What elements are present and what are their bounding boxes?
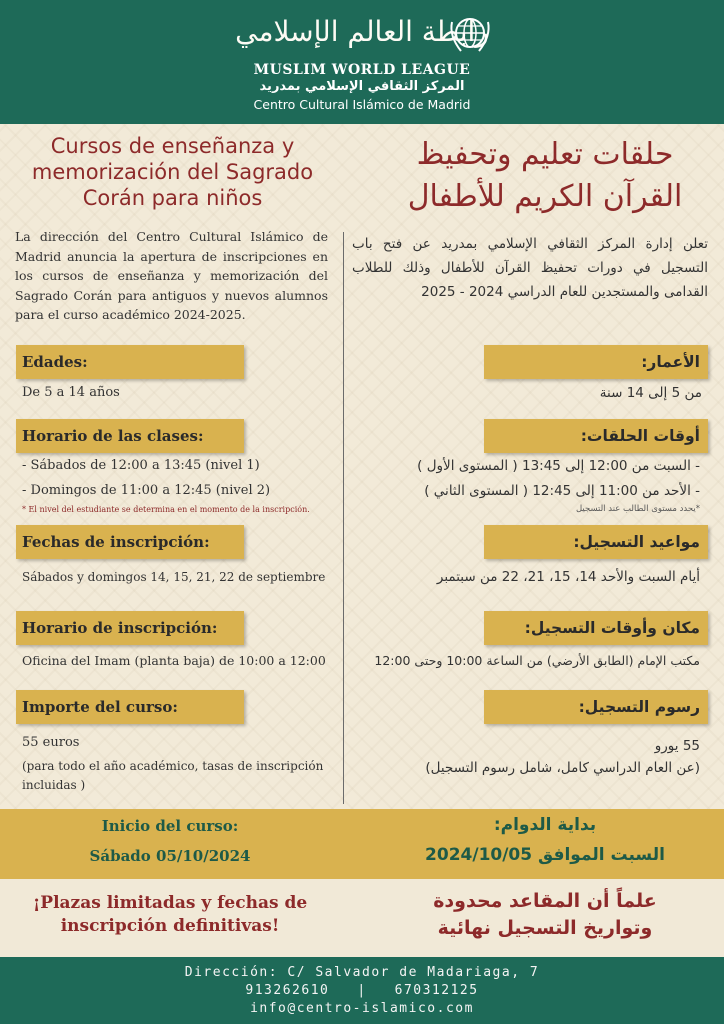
start-label-ar: بداية الدوام: — [493, 815, 597, 835]
title-spanish-line: Cursos de enseñanza y — [50, 134, 295, 158]
fee-value-ar: 55 يورو — [654, 738, 700, 754]
reg-hours-label-es: Horario de inscripción: — [16, 611, 244, 645]
notice-arabic — [385, 888, 705, 942]
intro-spanish: La dirección del Centro Cultural Islámico de Madrid anuncia la apertura de inscripciones en los cursos de enseñanza y memorización del Sagrado Corán para antiguos y nuevos alumnos para el curso académico 2024-2025. — [15, 229, 328, 322]
title-spanish-line: memorización del Sagrado — [31, 160, 314, 184]
notice-arabic-line: وتواريخ التسجيل نهائية — [437, 917, 653, 939]
schedule-label-ar: أوقات الحلقات: — [484, 419, 708, 453]
dates-label-ar: مواعيد التسجيل: — [484, 525, 708, 559]
notice-spanish-line: inscripción definitivas! — [60, 916, 280, 936]
ages-value-es: De 5 a 14 años — [22, 385, 120, 400]
globe-laurel-emblem-icon — [447, 10, 493, 56]
org-name-spanish: Centro Cultural Islámico de Madrid — [253, 97, 471, 112]
footer-address: Dirección: C/ Salvador de Madariaga, 7 — [184, 965, 540, 980]
column-divider — [343, 232, 344, 804]
dates-value-ar: أيام السبت والأحد 14، 15، 21، 22 من سبتمبر — [436, 569, 700, 585]
fee-value-es: 55 euros — [22, 735, 80, 750]
ages-value-ar: من 5 إلى 14 سنة — [599, 385, 702, 401]
footer-phones: 913262610 | 670312125 — [245, 983, 479, 998]
schedule-label-es: Horario de las clases: — [16, 419, 244, 453]
title-arabic-line: القرآن الكريم للأطفال — [407, 179, 683, 214]
schedule-line-ar: - السبت من 12:00 إلى 13:45 ( المستوى الأول ) — [417, 458, 700, 474]
fee-label-ar: رسوم التسجيل: — [484, 690, 708, 724]
title-spanish — [10, 133, 335, 211]
title-spanish-line: Corán para niños — [82, 186, 263, 210]
notice-arabic-line: علماً أن المقاعد محدودة — [433, 890, 657, 912]
schedule-line-es: - Domingos de 11:00 a 12:45 (nivel 2) — [22, 483, 271, 498]
start-date-es: Sábado 05/10/2024 — [89, 847, 251, 865]
start-label-es: Inicio del curso: — [101, 817, 239, 835]
fee-detail-es: (para todo el año académico, tasas de inscripción incluidas ) — [22, 759, 324, 792]
org-name-arabic: المركز الثقافي الإسلامي بمدريد — [259, 79, 465, 94]
schedule-line-ar: - الأحد من 11:00 إلى 12:45 ( المستوى الثاني ) — [424, 483, 700, 499]
notice-spanish — [20, 892, 320, 938]
schedule-note-es: * El nivel del estudiante se determina en el momento de la inscripción. — [22, 505, 310, 514]
start-date-ar: السبت الموافق 2024/10/05 — [425, 845, 665, 865]
schedule-line-es: - Sábados de 12:00 a 13:45 (nivel 1) — [22, 458, 260, 473]
schedule-note-ar: *يحدد مستوى الطالب عند التسجيل — [575, 504, 700, 514]
reg-hours-label-ar: مكان وأوقات التسجيل: — [484, 611, 708, 645]
intro-arabic: تعلن إدارة المركز الثقافي الإسلامي بمدريد عن فتح باب التسجيل في دورات تحفيظ القرآن للأطفال وذلك للطلاب القدامى والمستجدين للعام الدراسي 2024 - 2025 — [352, 236, 708, 300]
ages-label-ar: الأعمار: — [484, 345, 708, 379]
dates-value-es: Sábados y domingos 14, 15, 21, 22 de septiembre — [22, 570, 326, 584]
course-start-band — [0, 809, 724, 879]
fee-detail-ar: (عن العام الدراسي كامل، شامل رسوم التسجيل) — [425, 760, 700, 776]
ages-label-es: Edades: — [16, 345, 244, 379]
org-name-english: MUSLIM WORLD LEAGUE — [253, 62, 471, 78]
footer-email[interactable]: info@centro-islamico.com — [250, 1001, 474, 1016]
title-arabic — [380, 134, 710, 218]
title-arabic-line: حلقات تعليم وتحفيظ — [416, 137, 674, 172]
footer-contact-band — [0, 957, 724, 1024]
header-band — [0, 0, 724, 124]
dates-label-es: Fechas de inscripción: — [16, 525, 244, 559]
reg-hours-value-es: Oficina del Imam (planta baja) de 10:00 a 12:00 — [22, 653, 326, 668]
notice-spanish-line: ¡Plazas limitadas y fechas de — [32, 893, 308, 913]
logo-arabic-calligraphy: رابطة العالم الإسلامي — [235, 15, 489, 48]
reg-hours-value-ar: مكتب الإمام (الطابق الأرضي) من الساعة 10:00 وحتى 12:00 — [374, 653, 700, 668]
fee-label-es: Importe del curso: — [16, 690, 244, 724]
